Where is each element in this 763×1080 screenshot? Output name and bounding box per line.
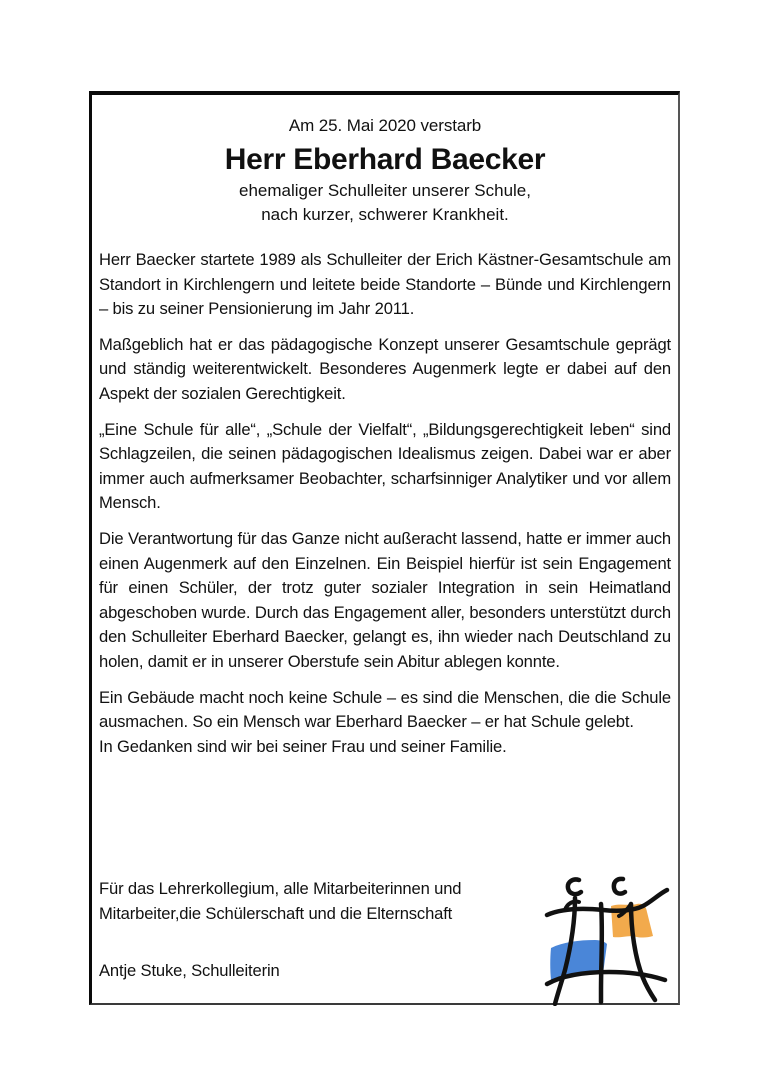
obituary-body: [99, 248, 671, 770]
logo-head-right: [614, 879, 625, 894]
death-date-line: Am 25. Mai 2020 verstarb: [288, 116, 482, 135]
paragraph-concept: Maßgeblich hat er das pädagogische Konzept unserer Gesamtschule geprägt und ständig weiterentwickelt. Besonderes Augenmerk legte er dabei auf den Aspekt der sozialen Gerechtigkeit.: [99, 334, 671, 403]
school-logo-icon: [543, 870, 671, 1006]
deceased-name: Herr Eberhard Baecker: [224, 143, 546, 176]
signature: Antje Stuke, Schulleiterin: [99, 961, 280, 980]
logo-head-left: [568, 879, 581, 894]
paragraph-engagement: Die Verantwortung für das Ganze nicht außeracht lassend, hatte er immer auch einen Augenmerk auf den Einzelnen. Ein Beispiel hierfür ist sein Engagement für einen Schüler, der trotz guter sozialer Integration in sein Heimatland abgeschoben wurde. Durch das Engagement aller, besonders unterstützt durch den Schulleiter Eberhard Baecker, gelangt es, ihn wieder nach Deutschland zu holen, damit er in unserer Oberstufe sein Abitur ablegen konnte.: [99, 528, 671, 671]
final-paragraph-text: Ein Gebäude macht noch keine Schule – es sind die Menschen, die die Schule ausmachen. So ein Mensch war Eberhard Baecker – er hat Schule gelebt.: [99, 687, 671, 732]
subtitle-line-1: ehemaliger Schulleiter unserer Schule,: [239, 181, 531, 200]
obituary-frame: [89, 91, 680, 1005]
paragraph-closing: [99, 686, 671, 760]
paragraph-career: Herr Baecker startete 1989 als Schulleiter der Erich Kästner-Gesamtschule am Standort in Kirchlengern und leitete beide Standorte – Bünde und Kirchlengern – bis zu seiner Pensionierung im Jahr 2011.: [99, 250, 671, 319]
on-behalf-block: [99, 877, 461, 926]
subtitle-line-2: nach kurzer, schwerer Krankheit.: [261, 205, 509, 224]
on-behalf-line-1: Für das Lehrerkollegium, alle Mitarbeiterinnen und: [99, 879, 462, 898]
paragraph-slogans: „Eine Schule für alle“, „Schule der Vielfalt“, „Bildungsgerechtigkeit leben“ sind Schlagzeilen, die seinen pädagogischen Idealismus zeigen. Dabei war er aber immer auch aufmerksamer Beobachter, scharfsinniger Analytiker und vor allem Mensch.: [99, 419, 671, 513]
logo-leg-mid: [601, 904, 602, 1002]
obituary-header: [92, 115, 678, 227]
condolence-line: In Gedanken sind wir bei seiner Frau und seiner Familie.: [99, 736, 507, 756]
on-behalf-line-2: Mitarbeiter,die Schülerschaft und die Elternschaft: [99, 903, 453, 923]
